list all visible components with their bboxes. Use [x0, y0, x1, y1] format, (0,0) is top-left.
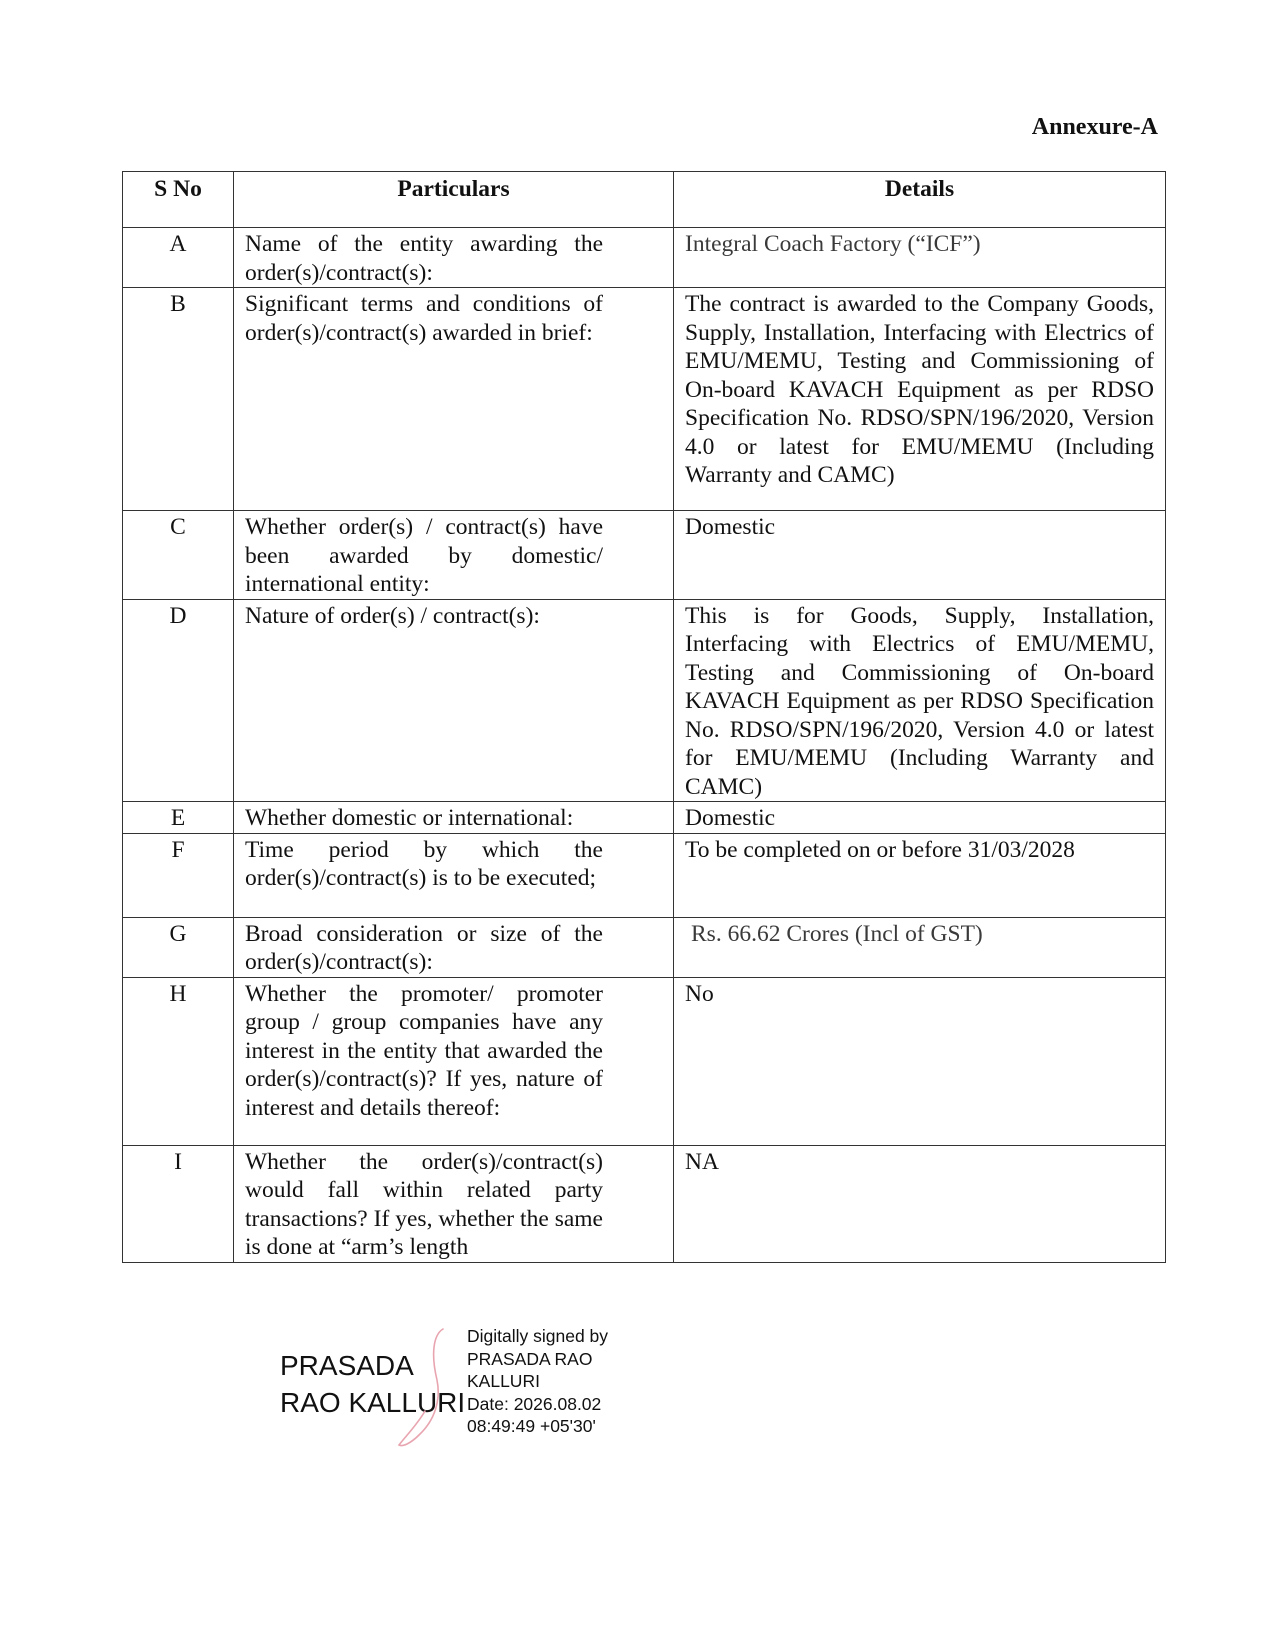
table-header-row — [123, 172, 1166, 228]
annexure-title: Annexure-A — [1031, 114, 1158, 140]
signature-info-line: KALLURI — [467, 1371, 540, 1391]
signature-details — [467, 1325, 608, 1438]
row-details: To be completed on or before 31/03/2028 — [674, 833, 1166, 917]
table-row — [123, 599, 1166, 802]
row-details: The contract is awarded to the Company Goods, Supply, Installation, Interfacing with Electrics of EMU/MEMU, Testing and Commissioning of On-board KAVACH Equipment as per RDSO Specification No. RDSO/SPN/196/2020, Version 4.0 or latest for EMU/MEMU (Including Warranty and CAMC) — [674, 288, 1166, 511]
row-particulars: Significant terms and conditions of order(s)/contract(s) awarded in brief: — [234, 288, 674, 511]
table-row — [123, 977, 1166, 1145]
row-sno: G — [123, 917, 234, 977]
row-particulars: Whether the order(s)/contract(s) would fall within related party transactions? If yes, whether the same is done at “arm’s length — [234, 1145, 674, 1262]
header-particulars: Particulars — [234, 172, 674, 228]
row-details: Rs. 66.62 Crores (Incl of GST) — [674, 917, 1166, 977]
row-particulars: Nature of order(s) / contract(s): — [234, 599, 674, 802]
row-sno: D — [123, 599, 234, 802]
signature-date: Date: 2026.08.02 — [467, 1393, 602, 1414]
row-details: This is for Goods, Supply, Installation, Interfacing with Electrics of EMU/MEMU, Testing and Commissioning of On-board KAVACH Equipment as per RDSO Specification No. RDSO/SPN/196/2020, Version 4.0 or latest for EMU/MEMU (Including Warranty and CAMC) — [674, 599, 1166, 802]
row-particulars: Time period by which the order(s)/contract(s) is to be executed; — [234, 833, 674, 917]
row-sno: H — [123, 977, 234, 1145]
row-sno: A — [123, 228, 234, 288]
row-particulars: Whether the promoter/ promoter group / group companies have any interest in the entity that awarded the order(s)/contract(s)? If yes, nature of interest and details thereof: — [234, 977, 674, 1145]
row-sno: B — [123, 288, 234, 511]
signature-flourish-icon — [395, 1325, 455, 1450]
header-sno: S No — [123, 172, 234, 228]
row-details: Domestic — [674, 802, 1166, 834]
table-row — [123, 1145, 1166, 1262]
row-particulars: Whether domestic or international: — [234, 802, 674, 834]
row-sno: E — [123, 802, 234, 834]
row-details: Domestic — [674, 511, 1166, 600]
table-row — [123, 511, 1166, 600]
row-sno: F — [123, 833, 234, 917]
table-row — [123, 917, 1166, 977]
signer-name-line1: PRASADA — [280, 1350, 414, 1381]
row-particulars: Name of the entity awarding the order(s)/contract(s): — [234, 228, 674, 288]
signature-time: 08:49:49 +05'30' — [467, 1416, 596, 1436]
row-particulars: Whether order(s) / contract(s) have been awarded by domestic/ international entity: — [234, 511, 674, 600]
table-row — [123, 833, 1166, 917]
table-row — [123, 228, 1166, 288]
signature-info-line: Digitally signed by — [467, 1326, 609, 1346]
row-sno: I — [123, 1145, 234, 1262]
row-details: Integral Coach Factory (“ICF”) — [674, 228, 1166, 288]
row-particulars: Broad consideration or size of the order(s)/contract(s): — [234, 917, 674, 977]
row-details: No — [674, 977, 1166, 1145]
signature-info-line: PRASADA RAO — [467, 1348, 593, 1369]
row-sno: C — [123, 511, 234, 600]
digital-signature-block — [280, 1325, 680, 1445]
table-row — [123, 802, 1166, 834]
row-details: NA — [674, 1145, 1166, 1262]
details-table — [122, 171, 1166, 1263]
header-details: Details — [674, 172, 1166, 228]
table-row — [123, 288, 1166, 511]
signer-name-line2: RAO KALLURI — [280, 1387, 466, 1418]
